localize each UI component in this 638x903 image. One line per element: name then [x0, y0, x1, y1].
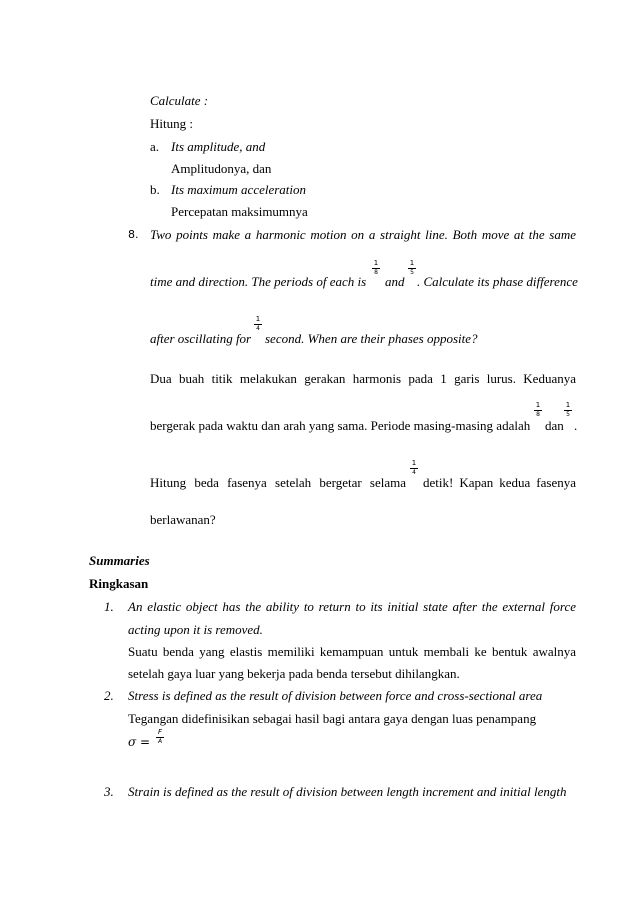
item-b-marker: b. [150, 182, 160, 197]
summary-2-en-line1: Stress is defined as the result of division between force and cross-sectional area [128, 688, 543, 703]
exercise-8-id-line1: Dua buah titik melakukan gerakan harmonis pada 1 garis lurus. Keduanya [150, 371, 576, 386]
item-a-en: Its amplitude, and [171, 139, 266, 154]
exercise-8-id-line3a: Hitung beda fasenya setelah bergetar selama [150, 475, 406, 490]
stress-formula-fraction: F A [157, 728, 163, 745]
summaries-heading: Summaries [89, 553, 150, 568]
summary-1-en-line1: An elastic object has the ability to return to its initial state after the external force [128, 599, 576, 614]
ringkasan-heading: Ringkasan [89, 576, 149, 591]
fraction-1-8: 1 8 [373, 259, 379, 276]
item-b-id: Percepatan maksimumnya [171, 204, 308, 219]
exercise-8-en-line3a: after oscillating for [150, 331, 252, 346]
stress-formula-lhs: σ = [128, 735, 151, 749]
calculate-id: Hitung : [150, 116, 193, 131]
item-a-marker: a. [150, 139, 160, 154]
exercise-8-en-line1: Two points make a harmonic motion on a straight line. Both move at the same [150, 227, 576, 242]
exercise-8-id-line2c: . [574, 418, 578, 433]
exercise-8-id-line2b: dan [545, 418, 564, 433]
summary-1-id-line2: setelah gaya luar yang bekerja pada benda tersebut dihilangkan. [128, 666, 460, 681]
exercise-8-id-line4: berlawanan? [150, 512, 216, 527]
summary-1-marker: 1. [104, 599, 114, 614]
item-a-id: Amplitudonya, dan [171, 161, 272, 176]
summary-2-id-line1: Tegangan didefinisikan sebagai hasil bagi antara gaya dengan luas penampang [128, 711, 537, 726]
fraction-1-4: 1 4 [255, 315, 261, 332]
exercise-8-en-line2b: and [385, 274, 405, 289]
summary-3-marker: 3. [104, 784, 114, 799]
calculate-en: Calculate : [150, 93, 209, 108]
exercise-8-number: 8. [128, 228, 139, 241]
summary-1-en-line2: acting upon it is removed. [128, 622, 263, 637]
exercise-8-id-line2a: bergerak pada waktu dan arah yang sama. Periode masing-masing adalah [150, 418, 531, 433]
fraction-1-8-id: 1 8 [535, 401, 541, 418]
summary-1-id-line1: Suatu benda yang elastis memiliki kemampuan untuk membali ke bentuk awalnya [128, 644, 576, 659]
exercise-8-en-line2a: time and direction. The periods of each is [150, 274, 367, 289]
exercise-8-en-line2c: . Calculate its phase difference [417, 274, 578, 289]
summary-2-marker: 2. [104, 688, 114, 703]
fraction-1-4-id: 1 4 [411, 459, 417, 476]
exercise-8-id-line3b: detik! Kapan kedua fasenya [423, 475, 576, 490]
exercise-8-en-line3b: second. When are their phases opposite? [265, 331, 478, 346]
fraction-1-5-id: 1 5 [565, 401, 571, 418]
fraction-1-5: 1 5 [409, 259, 415, 276]
summary-3-en-line1: Strain is defined as the result of division between length increment and initial length [128, 784, 567, 799]
item-b-en: Its maximum acceleration [171, 182, 307, 197]
